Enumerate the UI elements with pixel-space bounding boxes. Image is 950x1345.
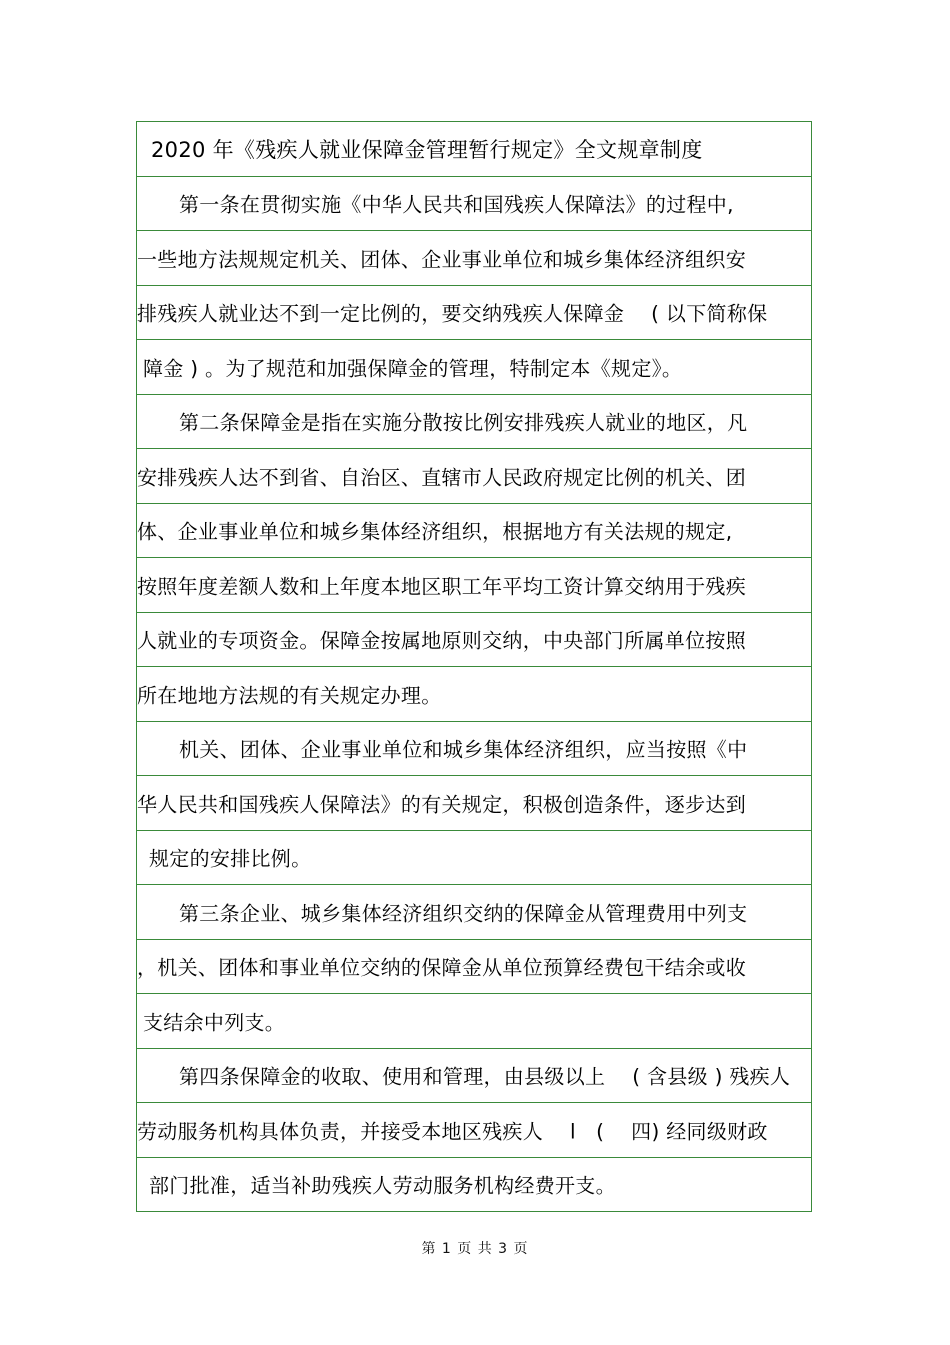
line-text: 人就业的专项资金。保障金按属地原则交纳，中央部门所属单位按照 — [137, 628, 746, 653]
text-line — [136, 831, 812, 886]
page-number: 第 1 页 共 3 页 — [421, 1241, 529, 1257]
text-line — [136, 722, 812, 777]
line-text: 一些地方法规规定机关、团体、企业事业单位和城乡集体经济组织安 — [137, 247, 746, 272]
text-line — [136, 667, 812, 722]
line-text: 按照年度差额人数和上年度本地区职工年平均工资计算交纳用于残疾 — [137, 574, 746, 599]
text-line — [136, 558, 812, 613]
document-title: 2020 年《残疾人就业保障金管理暂行规定》全文规章制度 — [151, 137, 703, 162]
line-text: 部门批准，适当补助残疾人劳动服务机构经费开支。 — [149, 1173, 616, 1198]
line-text: 排残疾人就业达不到一定比例的，要交纳残疾人保障金 ( 以下简称保 — [137, 301, 768, 326]
text-line — [136, 776, 812, 831]
line-text: 所在地地方法规的有关规定办理。 — [137, 683, 442, 708]
document-table — [136, 121, 812, 1212]
text-line — [136, 1049, 812, 1104]
text-line — [136, 231, 812, 286]
text-line — [136, 177, 812, 232]
text-line — [136, 1103, 812, 1158]
text-line — [136, 340, 812, 395]
line-text: 第二条保障金是指在实施分散按比例安排残疾人就业的地区，凡 — [179, 410, 748, 435]
text-line — [136, 395, 812, 450]
text-line — [136, 940, 812, 995]
line-text: 支结余中列支。 — [143, 1010, 286, 1035]
document-title-row — [136, 122, 812, 177]
line-text: 第三条企业、城乡集体经济组织交纳的保障金从管理费用中列支 — [179, 901, 748, 926]
line-text: 障金 ) 。为了规范和加强保障金的管理，特制定本《规定》。 — [143, 356, 683, 381]
line-text: 第一条在贯彻实施《中华人民共和国残疾人保障法》的过程中, — [179, 192, 734, 217]
text-line — [136, 994, 812, 1049]
line-text: 机关、团体、企业事业单位和城乡集体经济组织，应当按照《中 — [179, 737, 748, 762]
line-text: 劳动服务机构具体负责，并接受本地区残疾人 l ( 四) 经同级财政 — [137, 1119, 768, 1144]
text-line — [136, 286, 812, 341]
line-text: 第四条保障金的收取、使用和管理，由县级以上 ( 含县级 ) 残疾人 — [179, 1064, 791, 1089]
line-text: 规定的安排比例。 — [149, 846, 312, 871]
text-line — [136, 504, 812, 559]
line-text: 体、企业事业单位和城乡集体经济组织，根据地方有关法规的规定, — [137, 519, 733, 544]
line-text: 安排残疾人达不到省、自治区、直辖市人民政府规定比例的机关、团 — [137, 465, 746, 490]
line-text: 华人民共和国残疾人保障法》的有关规定，积极创造条件，逐步达到 — [137, 792, 746, 817]
line-text: ，机关、团体和事业单位交纳的保障金从单位预算经费包干结余或收 — [137, 955, 746, 980]
text-line — [136, 449, 812, 504]
text-line — [136, 613, 812, 668]
text-line — [136, 885, 812, 940]
text-line — [136, 1158, 812, 1213]
